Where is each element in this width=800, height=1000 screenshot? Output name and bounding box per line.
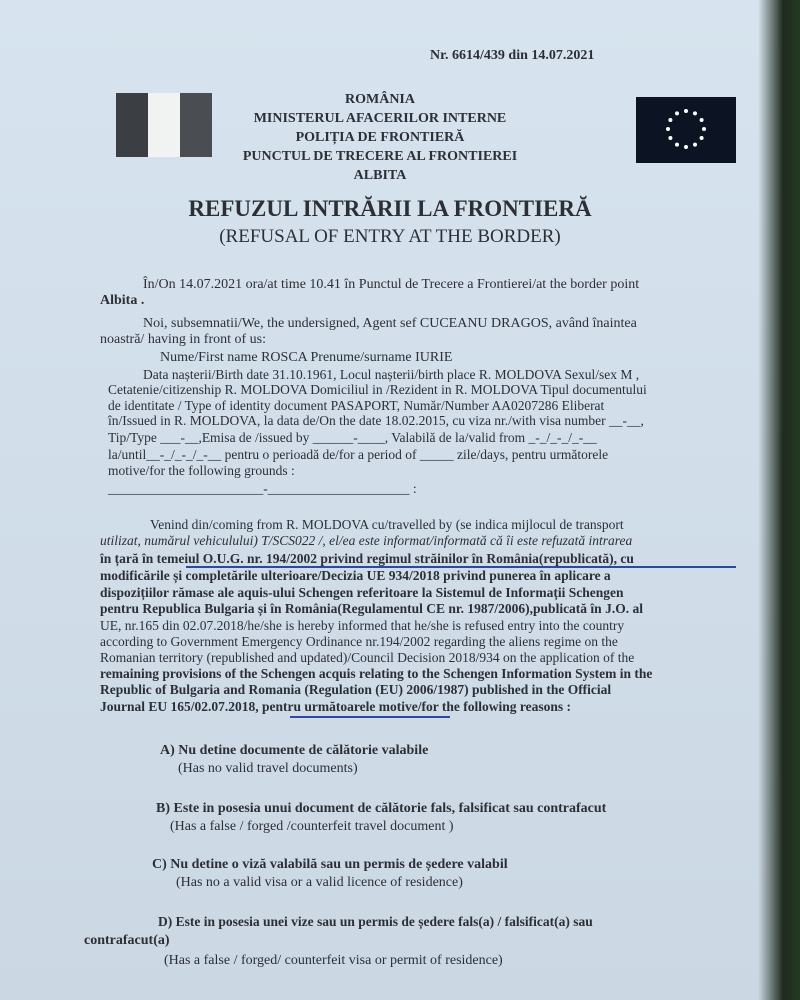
person-line: Data nașterii/Birth date 31.10.1961, Locul nașterii/birth place R. MOLDOVA Sexul/sex M , <box>143 367 640 382</box>
header-line: ROMÂNIA <box>345 92 415 107</box>
main-line: UE, nr.165 din 02.07.2018/he/she is hereby informed that he/she is refused entry into the country <box>100 618 625 633</box>
document-header <box>210 90 550 185</box>
main-line: Journal EU 165/02.07.2018, pentru următoarele motive/for the following reasons : <box>100 699 571 714</box>
page-subtitle: (REFUSAL OF ENTRY AT THE BORDER) <box>219 226 561 247</box>
intro-line: noastră/ having in front of us: <box>100 332 267 347</box>
reason-d-en: (Has a false / forged/ counterfeit visa or permit of residence) <box>164 953 503 968</box>
reason-c-en: (Has no a valid visa or a valid licence of residence) <box>176 875 463 890</box>
person-line: în/Issued in R. MOLDOVA, la data de/On the date 18.02.2015, cu viza nr./with visa number __-__, <box>108 413 644 428</box>
main-line: according to Government Emergency Ordinance nr.194/2002 regarding the aliens regime on the <box>100 634 618 649</box>
intro-line: Noi, subsemnatii/We, the undersigned, Agent sef CUCEANU DRAGOS, având înaintea <box>143 316 637 331</box>
header-line: POLIȚIA DE FRONTIERĂ <box>295 130 465 145</box>
main-line: Venind din/coming from R. MOLDOVA cu/travelled by (se indica mijlocul de transport <box>150 517 624 532</box>
person-line: Cetatenie/citizenship R. MOLDOVA Domiciliul in /Rezident in R. MOLDOVA Tipul documentului <box>108 382 647 397</box>
reason-c: C) Nu detine o viză valabilă sau un permis de ședere valabil <box>152 857 508 872</box>
main-line: pentru Republica Bulgaria și în România(Regulamentul CE nr. 1987/2006),publicată în J.O. al <box>100 601 643 616</box>
reason-b: B) Este in posesia unui document de călătorie fals, falsificat sau contrafacut <box>156 801 607 816</box>
main-line: utilizat, numărul vehiculului) T/SCS022 /, el/ea este informat/informată că îi este refuzată intrarea <box>100 533 633 548</box>
main-line: Republic of Bulgaria and Romania (Regulation (EU) 2006/1987) published in the Official <box>100 682 612 697</box>
person-line: Tip/Type ___-__,Emisa de /issued by ______-____, Valabilă de la/valid from _-_/_-_/_-__ <box>108 430 597 445</box>
page-title: REFUZUL INTRĂRII LA FRONTIERĂ <box>188 196 592 221</box>
person-line: de identitate / Type of identity document PASAPORT, Număr/Number AA0207286 Eliberat <box>108 398 605 413</box>
intro-line: Albita . <box>100 293 145 308</box>
main-line: Romanian territory (republished and updated)/Council Decision 2018/934 on the application of the <box>100 650 635 665</box>
person-line: _______________________-_____________________ : <box>108 481 417 496</box>
intro-line: În/On 14.07.2021 ora/at time 10.41 în Punctul de Trecere a Frontierei/at the border point <box>143 277 640 292</box>
document-number: Nr. 6614/439 din 14.07.2021 <box>430 48 595 63</box>
eu-flag-icon <box>636 97 736 163</box>
reason-a: A) Nu detine documente de călătorie valabile <box>160 743 429 758</box>
header-line: ALBITA <box>353 168 407 183</box>
person-line: motive/for the following grounds : <box>108 463 295 478</box>
romania-flag-icon <box>116 93 212 157</box>
person-line: Nume/First name ROSCA Prenume/surname IURIE <box>160 350 453 365</box>
header-line: MINISTERUL AFACERILOR INTERNE <box>253 111 507 126</box>
reason-d: D) Este in posesia unei vize sau un permis de ședere fals(a) / falsificat(a) sau <box>158 914 593 929</box>
main-line: dispozițiilor rămase ale aquis-ului Schengen referitoare la Sistemul de Informații Schengen <box>100 585 624 600</box>
reason-b-en: (Has a false / forged /counterfeit travel document ) <box>170 819 454 834</box>
header-line: PUNCTUL DE TRECERE AL FRONTIEREI <box>242 149 518 164</box>
pen-underline <box>290 716 450 718</box>
main-line: modificările și completările ulterioare/Decizia UE 934/2018 privind punerea în aplicare a <box>100 568 611 583</box>
person-line: la/until__-_/_-_/_-__ pentru o perioadă de/for a period of _____ zile/days, pentru următorele <box>108 447 609 462</box>
reason-a-en: (Has no valid travel documents) <box>178 761 358 776</box>
main-line: remaining provisions of the Schengen acquis relating to the Schengen Information System in the <box>100 666 653 681</box>
main-line: în țară în temeiul O.U.G. nr. 194/2002 privind regimul străinilor în România(republicată), cu <box>100 551 634 566</box>
background-edge <box>758 0 800 1000</box>
reason-d-cont: contrafacut(a) <box>84 933 170 948</box>
